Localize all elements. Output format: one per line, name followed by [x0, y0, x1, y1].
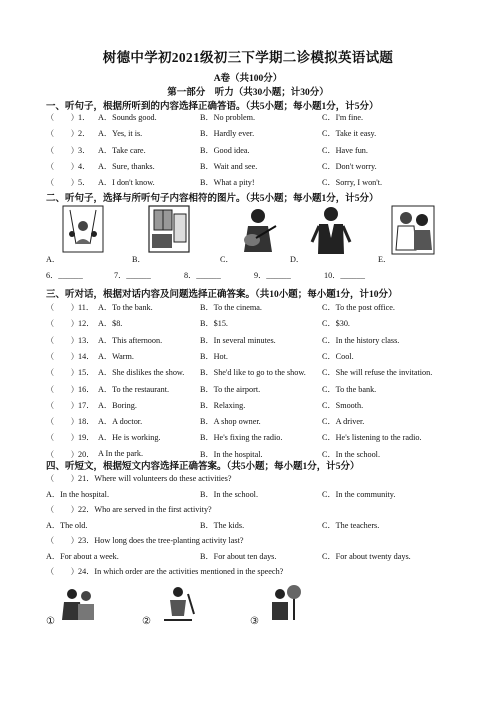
section-4-question-row — [46, 473, 476, 487]
option-c[interactable]: C．Don't worry. — [322, 161, 377, 171]
section-4-options-row — [46, 551, 476, 565]
option-a[interactable]: A．To the bank. — [98, 303, 153, 312]
question-text: 21．Where will volunteers do these activities? — [78, 474, 232, 483]
question-number: 20． — [78, 449, 95, 459]
picture-e-doctor-and-patient — [390, 204, 436, 256]
option-a[interactable]: A．Sounds good. — [98, 113, 157, 122]
option-c[interactable]: C．For about twenty days. — [322, 552, 411, 561]
answer-paren[interactable]: （ ） — [46, 417, 79, 427]
option-b[interactable]: B．In the hospital. — [200, 449, 263, 459]
section-2-heading: 二、听句子，选择与所听句子内容相符的图片。（共5小题；每小题1分，计5分） — [46, 194, 379, 204]
option-b[interactable]: B．Good idea. — [200, 145, 250, 155]
part-heading: 第一部分 听力（共30小题；计30分） — [167, 88, 329, 98]
blank-10[interactable]: 10．______ — [324, 271, 365, 280]
answer-paren[interactable]: （ ） — [46, 505, 79, 514]
section-4-question-row — [46, 504, 476, 518]
option-b[interactable]: B．A shop owner. — [200, 417, 261, 427]
blank-7[interactable]: 7．______ — [114, 271, 151, 280]
option-c[interactable]: C．Take it easy. — [322, 129, 377, 139]
picture-label-d: D． — [290, 255, 305, 264]
option-c[interactable]: C．In the history class. — [322, 335, 400, 345]
option-b[interactable]: B．In the school. — [200, 490, 258, 499]
picture-label-c: C． — [220, 255, 234, 264]
blank-9[interactable]: 9．______ — [254, 271, 291, 280]
option-c[interactable]: C．$30. — [322, 319, 350, 329]
option-c[interactable]: C．A driver. — [322, 417, 365, 427]
option-a[interactable]: A．For about a week. — [46, 552, 119, 561]
picture-label-a: A． — [46, 255, 61, 264]
answer-paren[interactable]: （ ） — [46, 433, 79, 443]
answer-paren[interactable]: （ ） — [46, 303, 79, 312]
option-c[interactable]: C．In the school. — [322, 449, 380, 459]
circled-number-3: ③ — [250, 616, 259, 627]
option-c[interactable]: C．Cool. — [322, 351, 354, 361]
question-number: 13． — [78, 335, 95, 345]
option-c[interactable]: C．She will refuse the invitation. — [322, 368, 433, 378]
picture-answer-blanks — [46, 270, 476, 282]
section-3-question-row — [46, 351, 476, 365]
option-c[interactable]: C．Smooth. — [322, 400, 364, 410]
section-1-heading: 一、听句子，根据所听到的内容选择正确答语。（共5小题；每小题1分，计5分） — [46, 102, 379, 112]
option-a[interactable]: A．She dislikes the show. — [98, 368, 185, 378]
answer-paren[interactable]: （ ） — [46, 129, 79, 139]
answer-paren[interactable]: （ ） — [46, 449, 79, 459]
question-number: 14． — [78, 351, 95, 361]
option-b[interactable]: B．Hot. — [200, 351, 228, 361]
section-1-question-row — [46, 128, 476, 142]
option-a[interactable]: A．In the hospital. — [46, 490, 109, 499]
answer-paren[interactable]: （ ） — [46, 384, 79, 394]
option-b[interactable]: B．Relaxing. — [200, 400, 246, 410]
picture-b-room-window — [146, 204, 192, 256]
option-b[interactable]: B．No problem. — [200, 113, 256, 122]
activity-picture-1 — [58, 584, 98, 624]
option-a[interactable]: A．This afternoon. — [98, 335, 163, 345]
section-4-heading: 四、听短文，根据短文内容选择正确答案。（共5小题；每小题1分，计5分） — [46, 462, 360, 472]
option-b[interactable]: B．Hardly ever. — [200, 129, 255, 139]
option-b[interactable]: B．$15. — [200, 319, 228, 329]
option-b[interactable]: B．The kids. — [200, 521, 245, 530]
section-3-question-row — [46, 302, 476, 316]
question-number: 15． — [78, 368, 95, 378]
answer-paren[interactable]: （ ） — [46, 113, 79, 122]
option-a[interactable]: A．Sure, thanks. — [98, 161, 155, 171]
option-c[interactable]: C．To the post office. — [322, 303, 395, 312]
question-number: 3． — [78, 145, 91, 155]
section-3-question-row — [46, 335, 476, 349]
section-3-question-row — [46, 318, 476, 332]
picture-c-girl-playing-guitar — [234, 204, 280, 256]
answer-paren[interactable]: （ ） — [46, 335, 79, 345]
activity-picture-3 — [264, 584, 304, 624]
option-a[interactable]: A In the park. — [98, 448, 144, 458]
section-3-question-row — [46, 432, 476, 446]
circled-number-2: ② — [142, 616, 151, 627]
question-number: 1． — [78, 113, 91, 122]
question-number: 16． — [78, 384, 95, 394]
picture-options — [46, 204, 466, 262]
answer-paren[interactable]: （ ） — [46, 368, 79, 378]
section-3-question-row — [46, 367, 476, 381]
picture-d-man-in-suit — [308, 204, 354, 256]
section-3-heading: 三、听对话，根据对话内容及问题选择正确答案。（共10小题；每小题1分，计10分） — [46, 290, 398, 300]
question-text: 23．How long does the tree-planting activity last? — [78, 536, 244, 545]
option-b[interactable]: B．What a pity! — [200, 178, 255, 188]
answer-paren[interactable]: （ ） — [46, 536, 79, 545]
option-a[interactable]: A．Yes, it is. — [98, 129, 143, 139]
answer-paren[interactable]: （ ） — [46, 351, 79, 361]
option-b[interactable]: B．In several minutes. — [200, 335, 276, 345]
option-b[interactable]: B．He's fixing the radio. — [200, 433, 283, 443]
option-b[interactable]: B．Wait and see. — [200, 161, 258, 171]
section-1-question-row — [46, 112, 476, 126]
option-a[interactable]: A．To the restaurant. — [98, 384, 170, 394]
option-c[interactable]: C．He's listening to the radio. — [322, 433, 422, 443]
option-b[interactable]: B．For about ten days. — [200, 552, 277, 561]
answer-paren[interactable]: （ ） — [46, 161, 79, 171]
picture-label-b: B． — [132, 255, 146, 264]
question-24 — [46, 566, 476, 580]
answer-paren[interactable]: （ ） — [46, 567, 79, 576]
paper-subtitle: A卷（共100分） — [213, 74, 283, 84]
blank-6[interactable]: 6．______ — [46, 271, 83, 280]
answer-paren[interactable]: （ ） — [46, 145, 79, 155]
section-3-question-row — [46, 384, 476, 398]
option-a[interactable]: A．$8. — [98, 319, 123, 329]
option-b[interactable]: B．To the airport. — [200, 384, 261, 394]
blank-8[interactable]: 8．______ — [184, 271, 221, 280]
option-a[interactable]: A．Take care. — [98, 145, 146, 155]
option-c[interactable]: C．Sorry, I won't. — [322, 178, 383, 188]
option-a[interactable]: A．The old. — [46, 521, 88, 530]
section-4-options-row — [46, 489, 476, 503]
option-c[interactable]: C．The teachers. — [322, 521, 380, 530]
question-number: 19． — [78, 433, 95, 443]
section-3-question-row — [46, 400, 476, 414]
section-4-options-row — [46, 520, 476, 534]
question-number: 2． — [78, 129, 91, 139]
option-a[interactable]: A．Warm. — [98, 351, 134, 361]
answer-paren[interactable]: （ ） — [46, 474, 79, 483]
section-3-question-row — [46, 416, 476, 430]
section-4-question-row — [46, 535, 476, 549]
option-c[interactable]: C．I'm fine. — [322, 113, 364, 122]
picture-label-e: E． — [378, 255, 392, 264]
question-text: 24．In which order are the activities mentioned in the speech? — [78, 567, 284, 576]
question-number: 4． — [78, 161, 91, 171]
option-a[interactable]: A．He is working. — [98, 433, 161, 443]
page-title: 树德中学初2021级初三下学期二诊模拟英语试题 — [102, 50, 394, 65]
option-a[interactable]: A．Boring. — [98, 400, 137, 410]
picture-a-children-on-swing — [60, 204, 106, 256]
option-b[interactable]: B．She'd like to go to the show. — [200, 368, 306, 378]
option-c[interactable]: C．In the community. — [322, 490, 396, 499]
option-c[interactable]: C．Have fun. — [322, 145, 368, 155]
option-c[interactable]: C．To the bank. — [322, 384, 377, 394]
question-number: 17． — [78, 400, 95, 410]
question-number: 11． — [78, 303, 95, 312]
question-number: 12． — [78, 319, 95, 329]
question-number: 5． — [78, 178, 91, 188]
option-a[interactable]: A．I don't know. — [98, 178, 155, 188]
circled-number-1: ① — [46, 616, 55, 627]
activity-pictures — [46, 584, 446, 634]
question-text: 22．Who are served in the first activity? — [78, 505, 212, 514]
section-1-question-row — [46, 145, 476, 159]
option-b[interactable]: B．To the cinema. — [200, 303, 262, 312]
answer-paren[interactable]: （ ） — [46, 319, 79, 329]
question-number: 18． — [78, 417, 95, 427]
option-a[interactable]: A．A doctor. — [98, 417, 143, 427]
answer-paren[interactable]: （ ） — [46, 400, 79, 410]
section-1-question-row — [46, 161, 476, 175]
activity-picture-2 — [158, 584, 198, 624]
answer-paren[interactable]: （ ） — [46, 178, 79, 188]
